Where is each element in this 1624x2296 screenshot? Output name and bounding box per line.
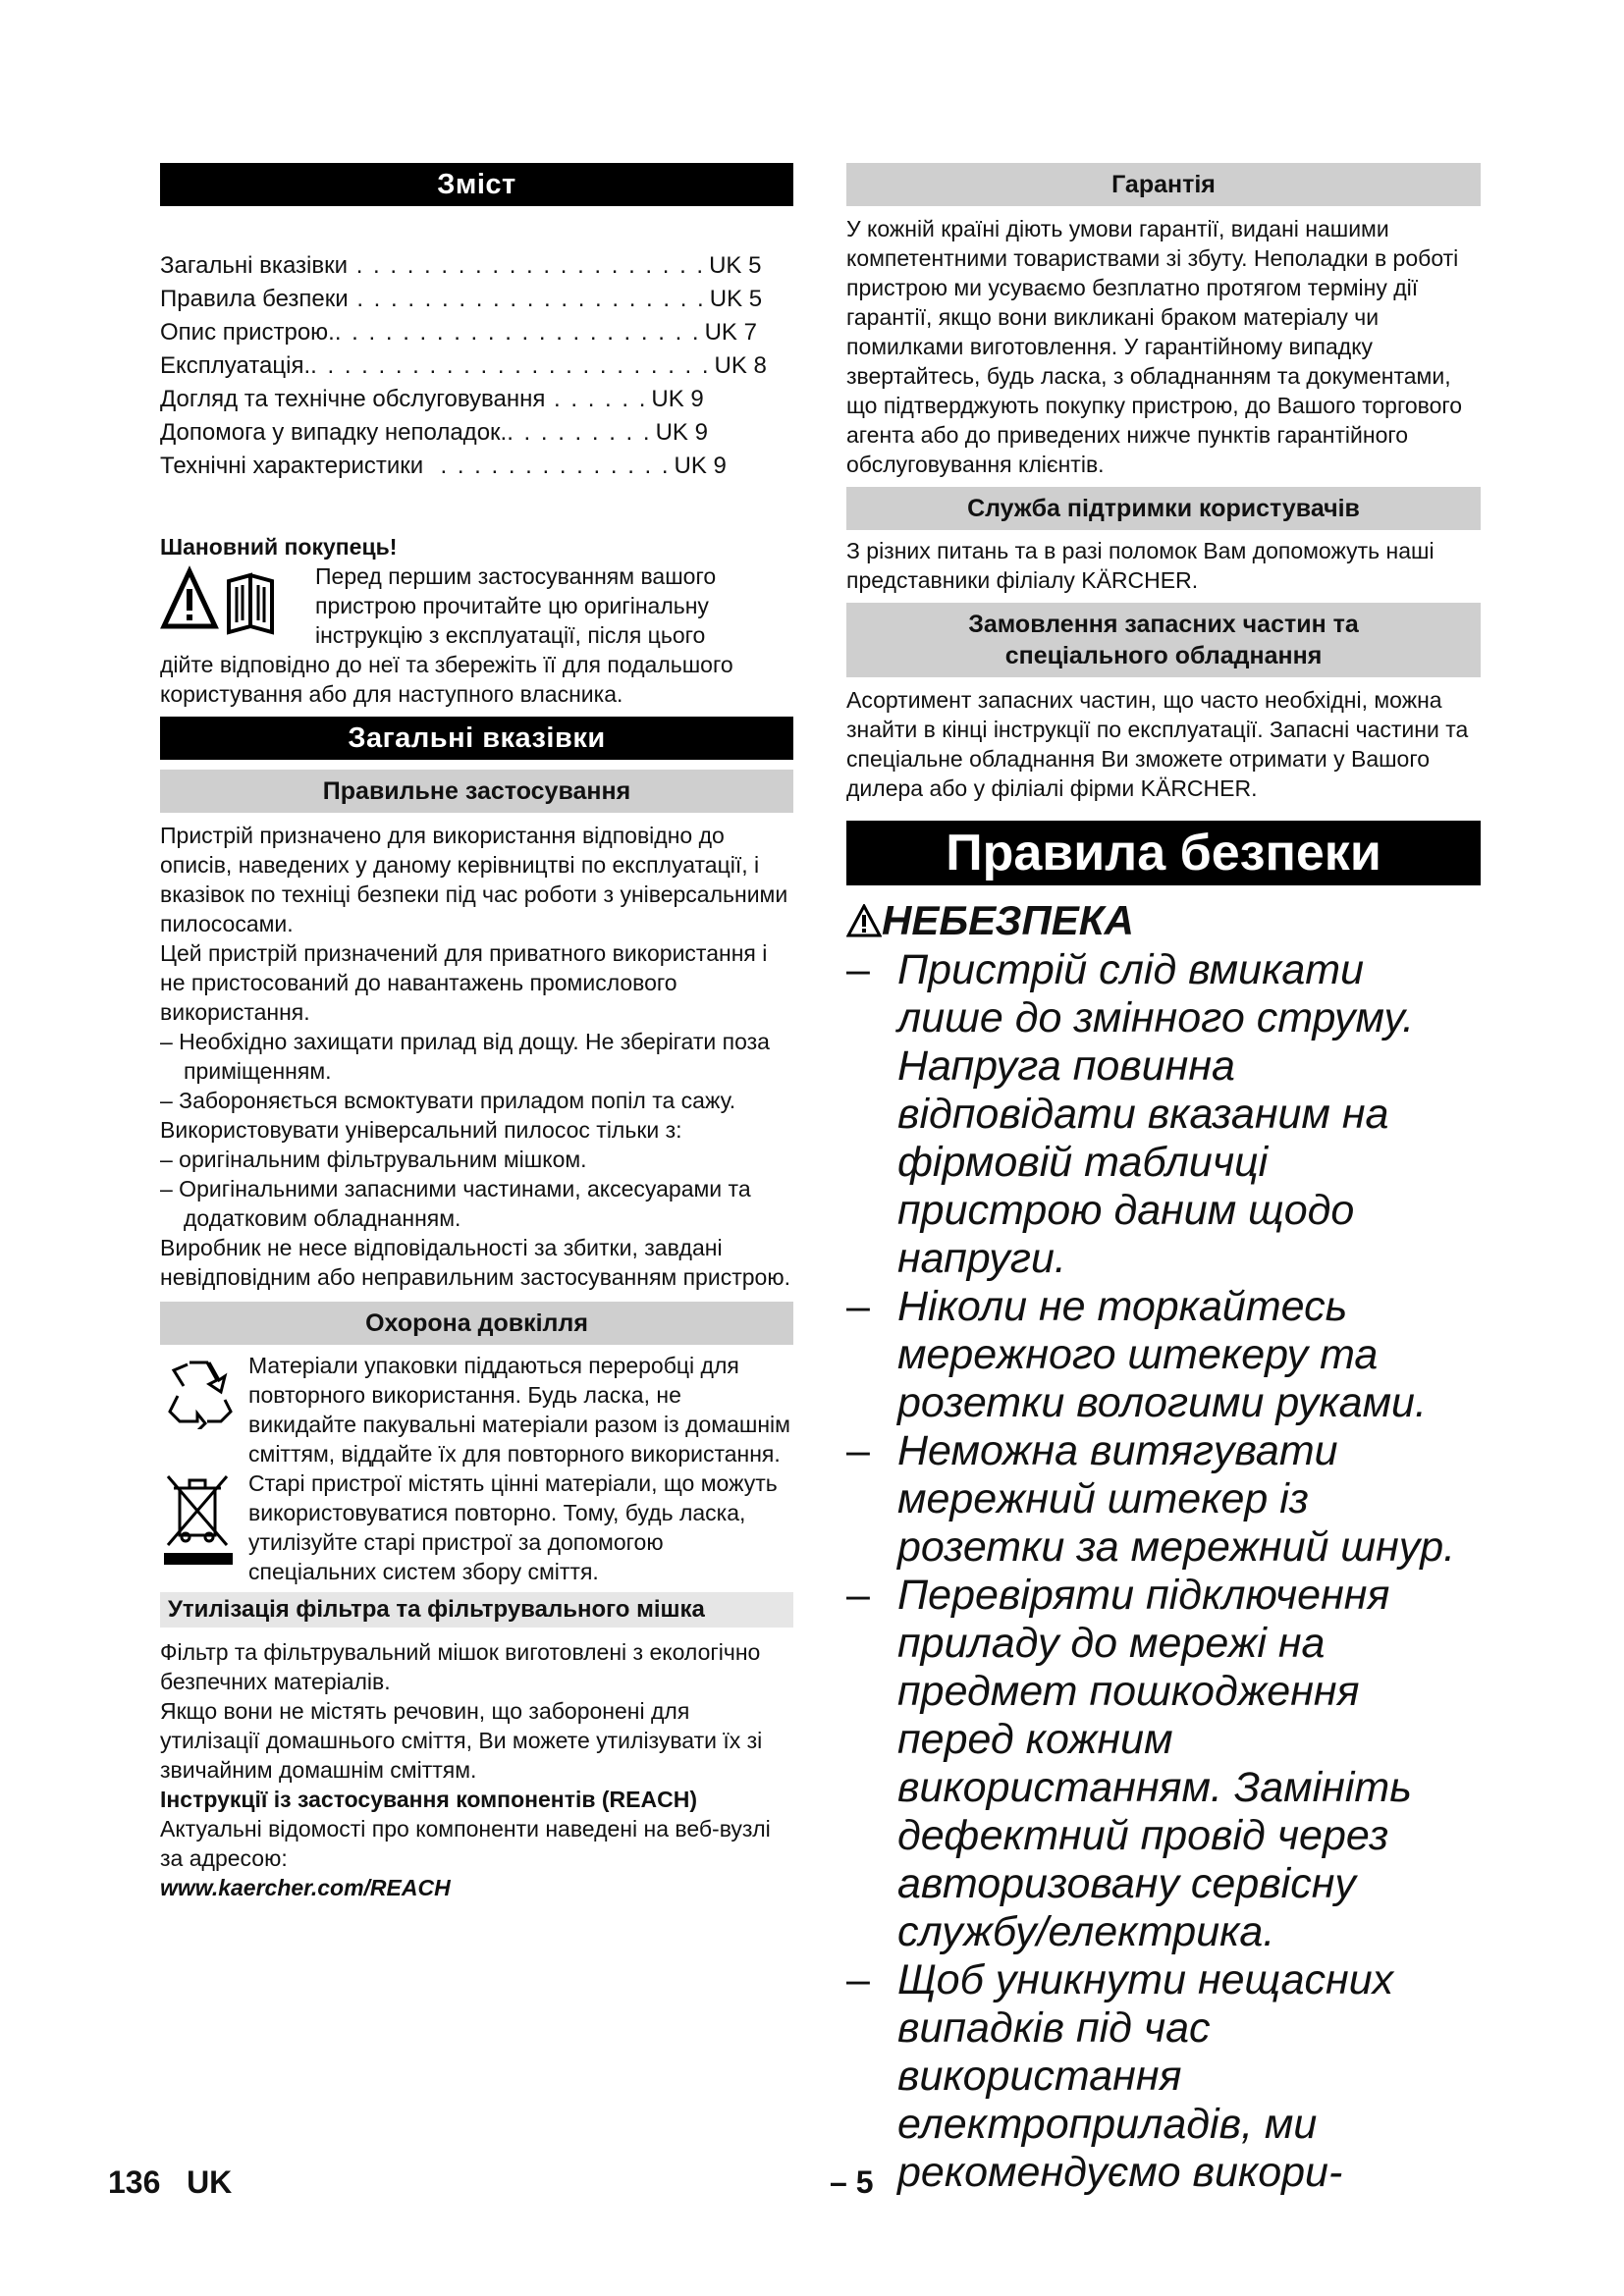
right-column	[846, 163, 1481, 2197]
general-title: Загальні вказівки	[160, 717, 793, 760]
intro-heading: Шановний покупець!	[160, 534, 398, 560]
weee-text: Старі пристрої містять цінні матеріали, що можуть використовуватися повторно. Тому, будь ласка, утилізуйте старі пристрої за допомогою спеціальних систем збору сміття.	[248, 1470, 778, 1584]
safety-list	[846, 946, 1481, 2197]
environment-title: Охорона довкілля	[160, 1302, 793, 1345]
recycle-text: Матеріали упаковки піддаються переробці для повторного використання. Будь ласка, не викидайте пакувальні матеріали разом із домашнім сміттям, віддайте їх для повторного використання.	[248, 1353, 790, 1467]
recycling-icon	[160, 1351, 239, 1429]
warning-triangle-icon	[846, 904, 882, 937]
danger-heading	[846, 895, 1481, 946]
toc-item[interactable]: Допомога у випадку неполадок. . . . . . . . . . UK 9	[160, 419, 708, 446]
parts-title: Замовлення запасних частин та спеціального обладнання	[846, 603, 1481, 677]
reach-url-link[interactable]: www.kaercher.com/REACH	[160, 1875, 451, 1900]
warranty-text: У кожній країні діють умови гарантії, видані нашими компетентними товариствами зі збуту. Неполадки в роботі пристрою ми усуваємо безплатно протягом терміну дії гарантії, якщо вони викликані браком матеріалу чи помилками виготовлення. У гарантійному випадку звертайтесь, будь ласка, з обладнанням та документами, що підтверджують покупку пристрою, до Вашого торгового агента або до приведених нижче пунктів гарантійного обслуговування клієнтів.	[846, 216, 1463, 477]
danger-label: НЕБЕЗПЕКА	[882, 897, 1134, 943]
safety-item: – Неможна витягувати мережний штекер із розетки за мережний шнур.	[846, 1427, 1456, 1571]
footer-section-page: – 5	[830, 2164, 874, 2200]
safety-item: – Пристрій слід вмикати лише до змінного струму. Напруга повинна відповідати вказаним на фірмовій табличці пристрою даним щодо напруги.	[846, 946, 1415, 1282]
toc-item[interactable]: Правила безпеки . . . . . . . . . . . . . . . . . . . . . UK 5	[160, 286, 763, 312]
weee-bin-icon	[160, 1468, 239, 1567]
safety-item: – Перевіряти підключення приладу до мережі на предмет пошкодження перед кожним використанням. Замініть дефектний провід через авторизовану сервісну службу/електрика.	[846, 1572, 1412, 1955]
toc-item[interactable]: Загальні вказівки . . . . . . . . . . . . . . . . . . . . . UK 5	[160, 252, 762, 279]
toc-list	[160, 249, 793, 483]
left-column	[160, 163, 793, 1902]
filter-title: Утилізація фільтра та фільтрувального мішка	[160, 1592, 793, 1628]
intro-section	[160, 532, 793, 709]
warning-read-manual-icon	[160, 561, 307, 640]
reach-heading: Інструкції із застосування компонентів (REACH)	[160, 1787, 697, 1812]
safety-item: – Щоб уникнути нещасних випадків під час використання електроприладів, ми рекомендуємо викори-	[846, 1956, 1394, 2196]
safety-item: – Ніколи не торкайтесь мережного штекеру та розетки вологими руками.	[846, 1283, 1427, 1426]
safety-title: Правила безпеки	[846, 821, 1481, 885]
toc-item[interactable]: Експлуатація. . . . . . . . . . . . . . . . . . . . . . . . . UK 8	[160, 352, 767, 379]
toc-item[interactable]: Технічні характеристики . . . . . . . . . . . . . . UK 9	[160, 453, 727, 479]
proper-use-title: Правильне застосування	[160, 770, 793, 813]
intro-text-bottom: дійте відповідно до неї та збережіть її для подальшого користування або для наступного власника.	[160, 652, 733, 707]
toc-item[interactable]: Догляд та технічне обслуговування . . . . . . UK 9	[160, 386, 704, 412]
footer-page-number: 136 UK	[108, 2164, 233, 2200]
warranty-title: Гарантія	[846, 163, 1481, 206]
support-text: З різних питань та в разі поломок Вам допоможуть наші представники філіалу KÄRCHER.	[846, 538, 1435, 593]
support-title: Служба підтримки користувачів	[846, 487, 1481, 530]
toc-title: Зміст	[160, 163, 793, 206]
intro-text-top: Перед першим застосуванням вашого пристрою прочитайте цю оригінальну інструкцію з експлуатації, після цього	[315, 563, 717, 648]
environment-section	[160, 1351, 793, 1586]
parts-text: Асортимент запасних частин, що часто необхідні, можна знайти в кінці інструкції по експлуатації. Запасні частини та спеціальне обладнання Ви зможете отримати у Вашого дилера або у філіалі фірми KÄRCHER.	[846, 687, 1469, 801]
toc-item[interactable]: Опис пристрою. . . . . . . . . . . . . . . . . . . . . . . UK 7	[160, 319, 757, 346]
filter-section: Фільтр та фільтрувальний мішок виготовлені з екологічно безпечних матеріалів. Якщо вони не містять речовин, що заборонені для утилізації домашнього сміття, Ви можете утилізувати їх зі звичайним домашнім сміттям. Інструкції із застосування компонентів (REACH) Актуальні відомості про компоненти наведені на веб-вузлі за адресою: www.kaercher.com/REACH	[160, 1637, 793, 1902]
proper-use-section: Пристрій призначено для використання відповідно до описів, наведених у даному керівництві по експлуатації, і вказівок по техніці безпеки під час роботи з універсальними пилососами. Цей пристрій призначений для приватного використання і не пристосований до навантажень промислового використання. – Необхідно захищати прилад від дощу. Не зберігати поза приміщенням. – Забороняється всмоктувати приладом попіл та сажу. Використовувати універсальний пилосос тільки з: – оригінальним фільтрувальним мішком. – Оригінальними запасними частинами, аксесуарами та додатковим обладнанням. Виробник не несе відповідальності за збитки, завдані невідповідним або неправильним застосуванням пристрою.	[160, 823, 790, 1290]
